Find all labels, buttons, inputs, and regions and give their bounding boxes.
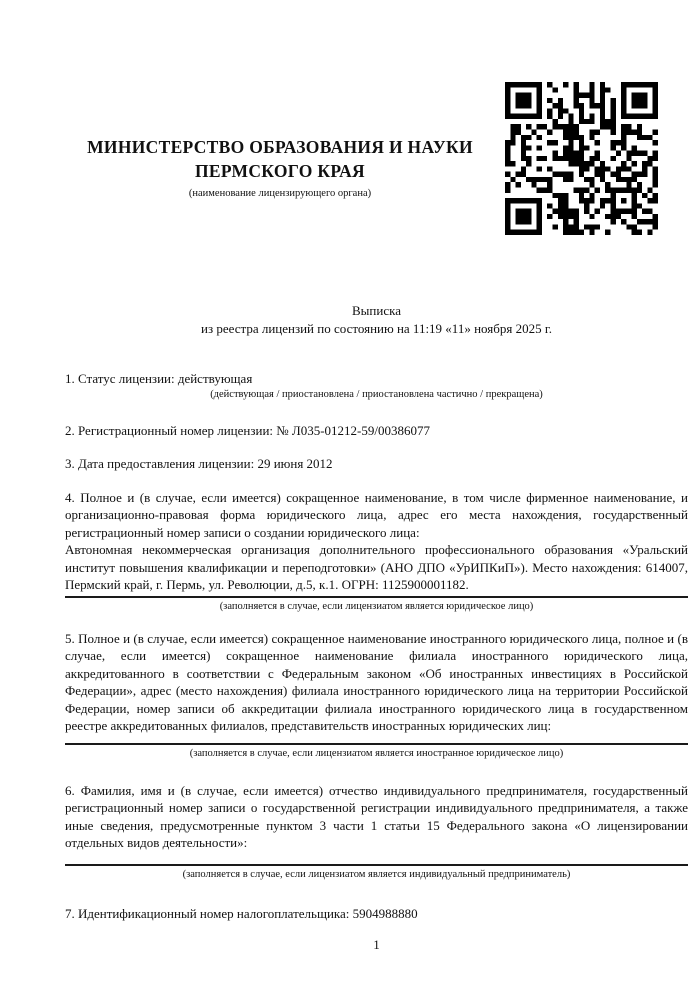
section-license-date xyxy=(65,455,688,473)
qr-code xyxy=(505,82,658,235)
section-license-status xyxy=(65,370,688,401)
registration-number-text: 2. Регистрационный номер лицензии: № Л035-01212-59/00386077 xyxy=(65,422,431,438)
ministry-name-line2: ПЕРМСКОГО КРАЯ xyxy=(195,161,365,181)
foreign-entity-description: 5. Полное и (в случае, если имеется) сокращенное наименование иностранного юридического лица, полное и (в случае, если имеется) сокращенное наименование филиала иностранного юридического лица, аккредитованного в соответствии с Федеральным законом «Об иностранных инвестициях в Российской Федерации», адрес (место нахождения) филиала иностранного юридического лица на территории Российской Федерации, номер записи об аккредитации филиала иностранного юридического лица в государственном реестре аккредитованных филиалов, представительств иностранных юридических лиц: xyxy=(65,630,688,733)
legal-entity-description: 4. Полное и (в случае, если имеется) сокращенное наименование, в том числе фирменное наименование, и организационно-правовая форма юридического лица, адрес его места нахождения, государственный регистрационный номер записи о создании юридического лица: xyxy=(65,489,688,540)
section-foreign-entity xyxy=(65,630,688,760)
document-title-block xyxy=(65,302,688,337)
field-caption-status: (действующая / приостановлена / приостановлена частично / прекращена) xyxy=(210,388,543,400)
authority-caption: (наименование лицензирующего органа) xyxy=(188,188,372,199)
licensing-authority-header xyxy=(65,135,495,200)
document-subtitle: из реестра лицензий по состоянию на 11:19 «11» ноября 2025 г. xyxy=(201,320,552,336)
field-caption-legal-entity: (заполняется в случае, если лицензиатом является юридическое лицо) xyxy=(219,600,534,612)
license-status-text: 1. Статус лицензии: действующая xyxy=(65,371,253,386)
section-taxpayer-number xyxy=(65,905,688,923)
document-title: Выписка xyxy=(352,303,401,318)
field-caption-entrepreneur: (заполняется в случае, если лицензиатом является индивидуальный предприниматель) xyxy=(182,868,571,880)
section-individual-entrepreneur xyxy=(65,782,688,881)
blank-field-line xyxy=(65,596,688,598)
section-registration-number xyxy=(65,422,688,440)
taxpayer-number-text: 7. Идентификационный номер налогоплательщика: 5904988880 xyxy=(65,905,418,921)
field-caption-foreign-entity: (заполняется в случае, если лицензиатом является иностранное юридическое лицо) xyxy=(189,747,564,759)
section-legal-entity xyxy=(65,489,688,613)
license-date-text: 3. Дата предоставления лицензии: 29 июня 2012 xyxy=(65,456,333,471)
blank-field-line xyxy=(65,864,688,866)
entrepreneur-description: 6. Фамилия, имя и (в случае, если имеется) отчество индивидуального предпринимателя, государственный регистрационный номер записи о государственной регистрации индивидуального предпринимателя, а также иные сведения, предусмотренные пунктом 3 части 1 статьи 15 Федерального закона «О лицензировании отдельных видов деятельности»: xyxy=(65,782,688,850)
page-number: 1 xyxy=(373,937,380,952)
blank-field-line xyxy=(65,743,688,745)
legal-entity-value: Автономная некоммерческая организация дополнительного профессионального образования «Уральский институт повышения квалификации и переподготовки» (АНО ДПО «УрИПКиП»). Место нахождения: 614007, Пермский край, г. Пермь, ул. Революции, д.5, к.1. ОГРН: 1125900001182. xyxy=(65,542,688,592)
ministry-name-line1: МИНИСТЕРСТВО ОБРАЗОВАНИЯ И НАУКИ xyxy=(87,137,473,157)
